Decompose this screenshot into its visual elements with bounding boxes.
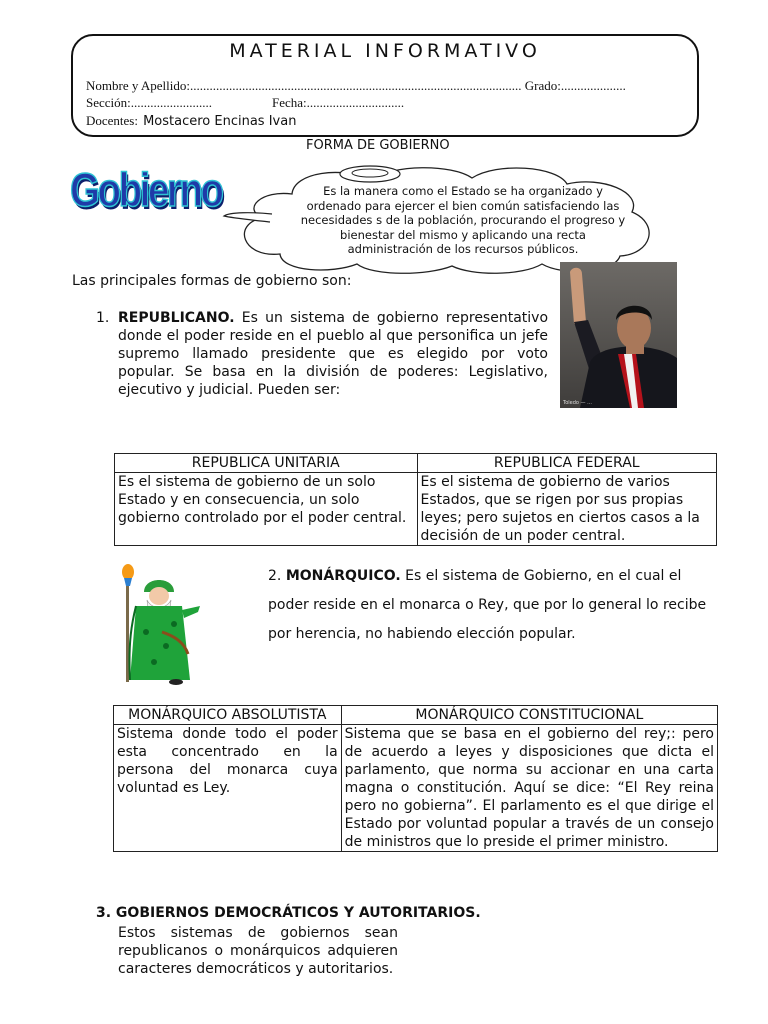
- constitutional-header: MONÁRQUICO CONSTITUCIONAL: [341, 706, 717, 725]
- section1-number: 1.: [96, 310, 110, 326]
- date-value: ..............................: [306, 95, 405, 110]
- republic-unitary-header: REPUBLICA UNITARIA: [115, 454, 418, 473]
- photo-caption: Toledo — ...: [563, 400, 592, 406]
- gobierno-logo: Gobierno: [70, 163, 222, 216]
- monarchy-table: [113, 705, 718, 852]
- republic-unitary-cell: Es el sistema de gobierno de un solo Estado y en consecuencia, un solo gobierno controlado por el poder central.: [115, 473, 418, 546]
- name-line: [86, 78, 626, 94]
- section2-paragraph: [268, 562, 708, 649]
- name-label: Nombre y Apellido:: [86, 78, 190, 93]
- section2-text: Es el sistema de Gobierno, en el cual el poder reside en el monarca o Rey, que por lo general lo recibe por herencia, no habiendo elección popular.: [268, 568, 707, 642]
- section2-number: 2.: [268, 568, 282, 584]
- grade-value: ....................: [560, 78, 626, 93]
- page-subtitle: FORMA DE GOBIERNO: [306, 138, 450, 153]
- date-line: [272, 95, 404, 111]
- section2-title: MONÁRQUICO.: [285, 568, 401, 584]
- definition-text: Es la manera como el Estado se ha organizado y ordenado para ejercer el bien común satisfaciendo las necesidades s de la población, procurando el progreso y bienestar del mismo y aplicando una recta administración de los recursos públicos.: [300, 184, 626, 256]
- republic-federal-header: REPUBLICA FEDERAL: [417, 454, 716, 473]
- monarch-illustration-icon: [114, 562, 204, 686]
- section3-title: 3. GOBIERNOS DEMOCRÁTICOS Y AUTORITARIOS.: [96, 905, 481, 921]
- section-value: .........................: [130, 95, 213, 110]
- intro-text: Las principales formas de gobierno son:: [72, 273, 352, 289]
- constitutional-cell: Sistema que se basa en el gobierno del rey;: pero de acuerdo a leyes y disposiciones que dicta el parlamento, que norma su accionar en una carta magna o constitución. Aquí se dice: “El Rey reina pero no gobierna”. El parlamento es el que dirige el Estado por voluntad popular a través de un consejo de ministros que lo preside el primer ministro.: [341, 725, 717, 852]
- section1-paragraph: [118, 309, 548, 399]
- document-title: MATERIAL INFORMATIVO: [229, 40, 541, 62]
- teacher-label: Docentes:: [86, 113, 138, 128]
- absolutist-header: MONÁRQUICO ABSOLUTISTA: [114, 706, 342, 725]
- absolutist-cell: Sistema donde todo el poder esta concentrado en la persona del monarca cuya voluntad es Ley.: [114, 725, 342, 852]
- grade-label: Grado:: [524, 78, 561, 93]
- section1-title: REPUBLICANO.: [118, 310, 235, 326]
- president-photo: [560, 262, 677, 408]
- teacher-line: [86, 110, 296, 129]
- teacher-value: Mostacero Encinas Ivan: [143, 114, 297, 129]
- section1-text: Es un sistema de gobierno representativo donde el poder reside en el pueblo al que personifica un jefe supremo llamado presidente que es elegido por voto popular. Se basa en la división de poderes: Legislativo, ejecutivo y judicial. Pueden ser:: [118, 310, 549, 398]
- section-line: [86, 95, 212, 111]
- republic-table: [114, 453, 717, 546]
- name-value: ......................................................................................................: [190, 78, 522, 93]
- section-label: Sección:: [86, 95, 131, 110]
- section3-text: Estos sistemas de gobiernos sean republicanos o monárquicos adquieren caracteres democráticos y autoritarios.: [118, 925, 398, 977]
- republic-federal-cell: Es el sistema de gobierno de varios Estados, que se rigen por sus propias leyes; pero sujetos en ciertos casos a la decisión de un poder central.: [417, 473, 716, 546]
- date-label: Fecha:: [272, 95, 307, 110]
